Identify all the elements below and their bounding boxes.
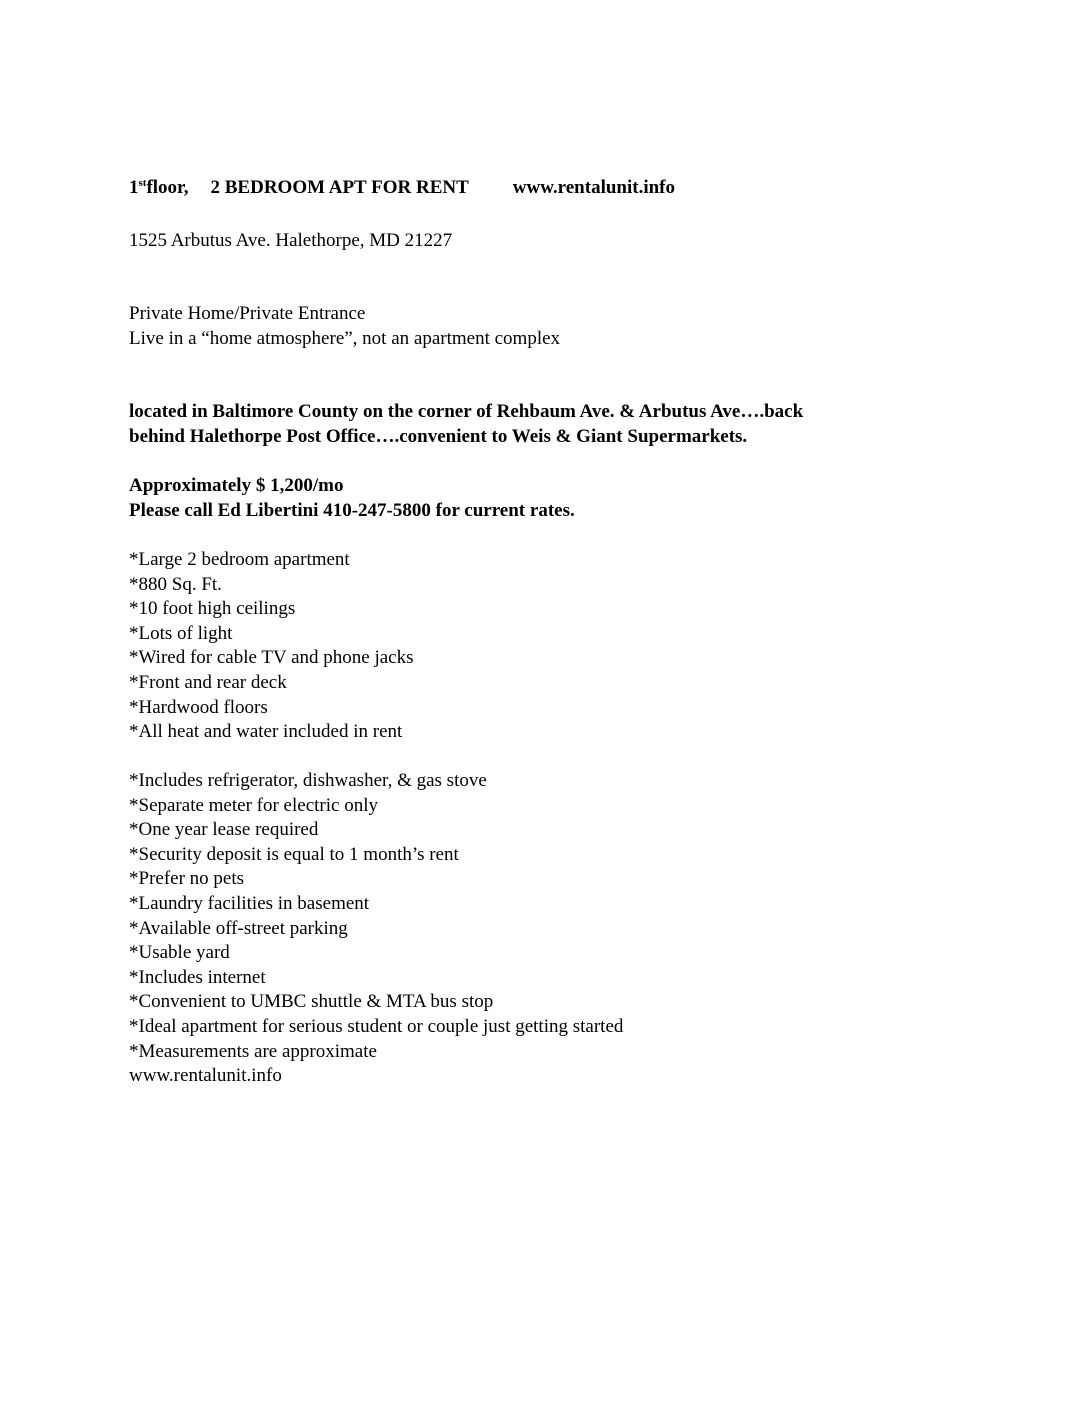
intro-line: Live in a “home atmosphere”, not an apartment complex	[129, 327, 561, 349]
feature-item: *Wired for cable TV and phone jacks	[129, 647, 414, 669]
listing-title: 2 BEDROOM APT FOR RENT	[210, 177, 469, 198]
feature-item: *Large 2 bedroom apartment	[129, 549, 350, 570]
feature-item: *Includes internet	[129, 966, 266, 988]
location-line: behind Halethorpe Post Office….convenient to Weis & Giant Supermarkets.	[129, 425, 748, 447]
feature-item: *Prefer no pets	[129, 868, 245, 890]
features-list-2	[129, 769, 623, 1089]
heading-website: www.rentalunit.info	[512, 177, 676, 198]
location-line: located in Baltimore County on the corner of Rehbaum Ave. & Arbutus Ave….back	[129, 401, 804, 422]
floor-label	[129, 176, 189, 201]
feature-item: *Lots of light	[129, 622, 233, 644]
floor-suffix: st	[138, 177, 147, 189]
feature-item: *Convenient to UMBC shuttle & MTA bus stop	[129, 991, 494, 1013]
price-section	[129, 474, 575, 523]
feature-item: *880 Sq. Ft.	[129, 573, 222, 595]
floor-word: floor,	[146, 177, 189, 198]
feature-item: *Ideal apartment for serious student or couple just getting started	[129, 1015, 624, 1037]
floor-number: 1	[129, 177, 139, 198]
feature-item: *Includes refrigerator, dishwasher, & gas stove	[129, 770, 487, 791]
intro-section	[129, 302, 560, 351]
feature-item: *Separate meter for electric only	[129, 794, 378, 816]
rent-amount: Approximately $ 1,200/mo	[129, 475, 344, 496]
feature-item: *10 foot high ceilings	[129, 598, 296, 620]
feature-item: *Front and rear deck	[129, 671, 287, 693]
contact-line: Please call Ed Libertini 410-247-5800 for current rates.	[129, 499, 575, 521]
features-list-1	[129, 548, 414, 745]
listing-heading	[129, 176, 675, 201]
feature-item: *Laundry facilities in basement	[129, 892, 370, 914]
feature-item: *One year lease required	[129, 819, 319, 841]
location-section	[129, 400, 803, 449]
property-address: 1525 Arbutus Ave. Halethorpe, MD 21227	[129, 230, 453, 251]
intro-line: Private Home/Private Entrance	[129, 303, 366, 324]
feature-item: *All heat and water included in rent	[129, 721, 403, 743]
footer-website: www.rentalunit.info	[129, 1065, 282, 1087]
feature-item: *Available off-street parking	[129, 917, 348, 939]
feature-item: *Usable yard	[129, 942, 230, 964]
feature-item: *Hardwood floors	[129, 696, 268, 718]
feature-item: *Measurements are approximate	[129, 1040, 377, 1062]
feature-item: *Security deposit is equal to 1 month’s rent	[129, 843, 459, 865]
